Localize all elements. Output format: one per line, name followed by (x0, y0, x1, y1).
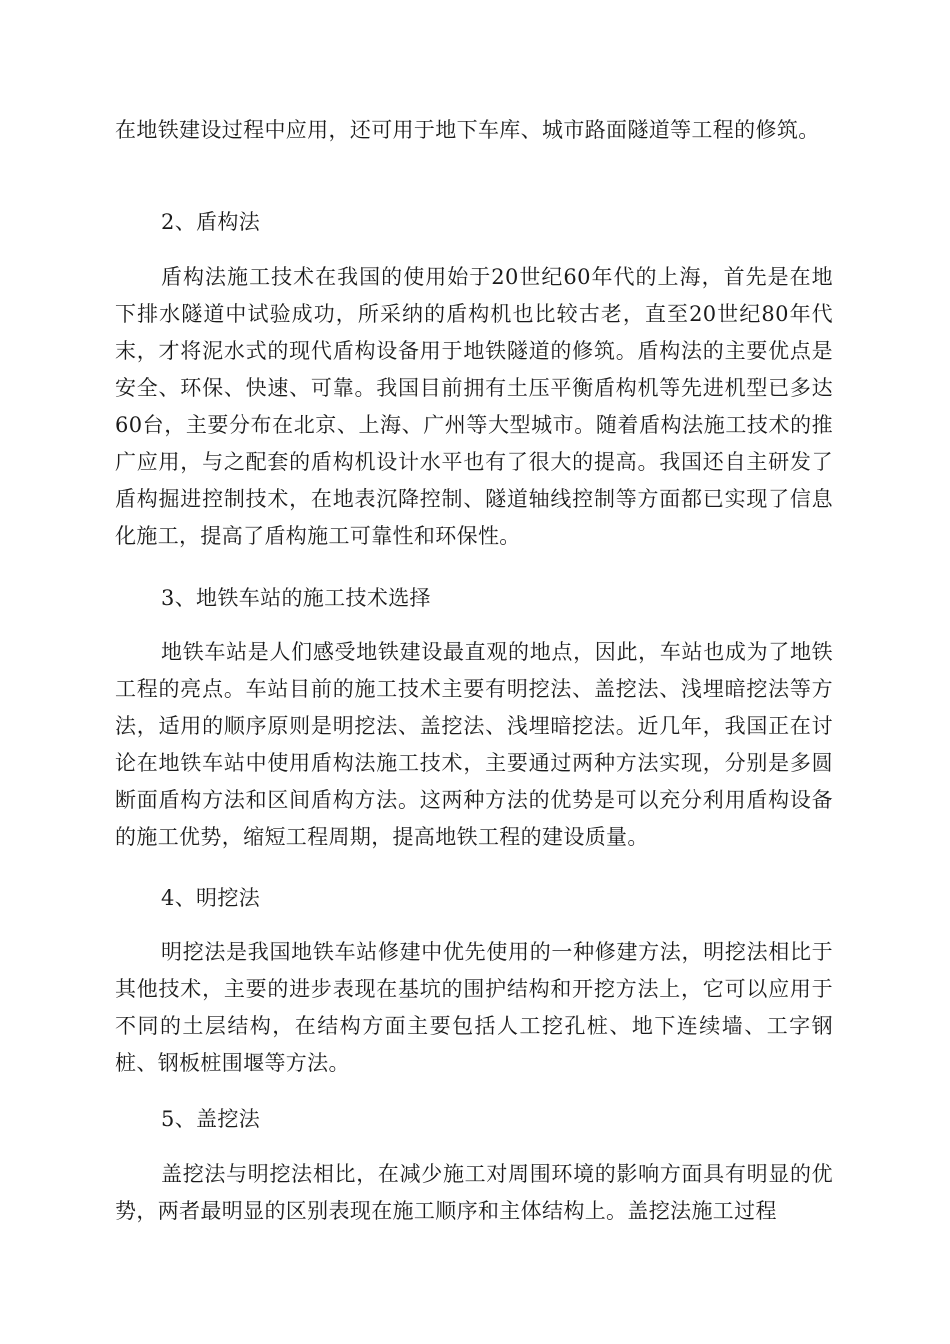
section-heading-station-construction: 3、地铁车站的施工技术选择 (161, 586, 431, 610)
continuation-paragraph: 在地铁建设过程中应用，还可用于地下车库、城市路面隧道等工程的修筑。 (115, 118, 820, 142)
paragraph-station-construction: 地铁车站是人们感受地铁建设最直观的地点，因此，车站也成为了地铁工程的亮点。车站目前的施工技术主要有明挖法、盖挖法、浅埋暗挖法等方法，适用的顺序原则是明挖法、盖挖法、浅埋暗挖法。近几年，我国正在讨论在地铁车站中使用盾构法施工技术，主要通过两种方法实现，分别是多圆断面盾构方法和区间盾构方法。这两种方法的优势是可以充分利用盾构设备的施工优势，缩短工程周期，提高地铁工程的建设质量。 (115, 640, 833, 849)
section-heading-open-cut-method: 4、明挖法 (161, 886, 261, 910)
paragraph-cover-excavation-method: 盖挖法与明挖法相比，在减少施工对周围环境的影响方面具有明显的优势，两者最明显的区别表现在施工顺序和主体结构上。盖挖法施工过程 (115, 1162, 833, 1223)
paragraph-shield-method: 盾构法施工技术在我国的使用始于20世纪60年代的上海，首先是在地下排水隧道中试验成功，所采纳的盾构机也比较古老，直至20世纪80年代末，才将泥水式的现代盾构设备用于地铁隧道的修筑。盾构法的主要优点是安全、环保、快速、可靠。我国目前拥有土压平衡盾构机等先进机型已多达60台，主要分布在北京、上海、广州等大型城市。随着盾构法施工技术的推广应用，与之配套的盾构机设计水平也有了很大的提高。我国还自主研发了盾构掘进控制技术，在地表沉降控制、隧道轴线控制等方面都已实现了信息化施工，提高了盾构施工可靠性和环保性。 (115, 265, 833, 548)
section-heading-cover-excavation-method: 5、盖挖法 (161, 1107, 261, 1131)
section-heading-shield-method: 2、盾构法 (161, 210, 261, 234)
paragraph-open-cut-method: 明挖法是我国地铁车站修建中优先使用的一种修建方法，明挖法相比于其他技术，主要的进步表现在基坑的围护结构和开挖方法上，它可以应用于不同的土层结构，在结构方面主要包括人工挖孔桩、地下连续墙、工字钢桩、钢板桩围堰等方法。 (115, 940, 833, 1075)
